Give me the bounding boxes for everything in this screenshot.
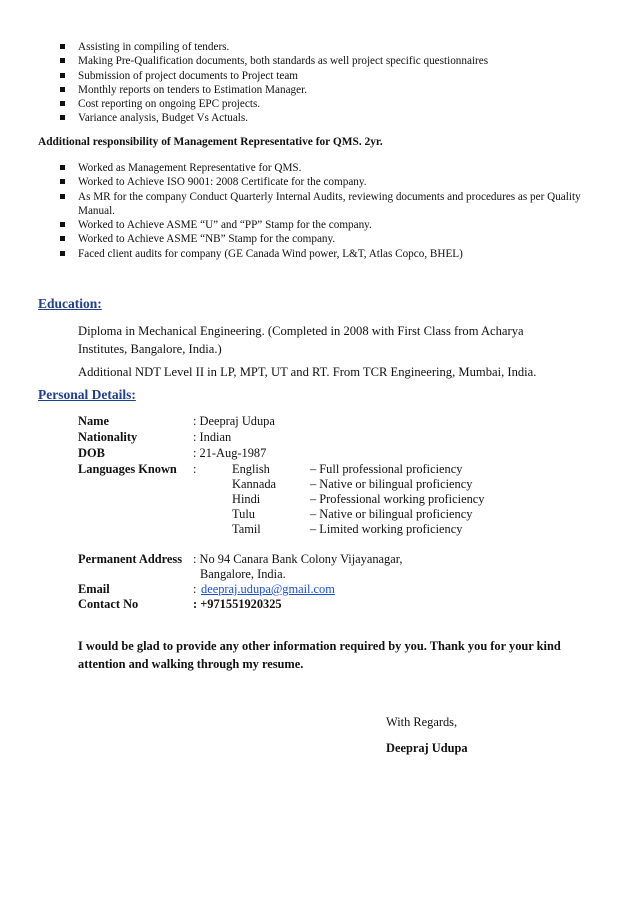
list-item: Submission of project documents to Project team [60, 69, 620, 83]
contact-label: Contact No [78, 597, 139, 611]
list-item: Worked as Management Representative for QMS. [60, 161, 605, 175]
education-heading: Education: [38, 296, 102, 311]
language-name: Kannada [232, 477, 277, 491]
mr-heading: Additional responsibility of Management Representative for QMS. 2yr. [38, 136, 383, 148]
languages-colon: : [193, 462, 197, 476]
address-line2: Bangalore, India. [200, 567, 286, 581]
name-value: : Deepraj Udupa [193, 414, 275, 428]
contact-value: : +971551920325 [193, 597, 282, 611]
list-item: Faced client audits for company (GE Canada Wind power, L&T, Atlas Copco, BHEL) [60, 247, 605, 261]
list-item: Assisting in compiling of tenders. [60, 40, 620, 54]
education-diploma: Diploma in Mechanical Engineering. (Completed in 2008 with First Class from Acharya Institutes, Bangalore, India.) [78, 324, 524, 356]
language-level: – Limited working proficiency [310, 522, 463, 536]
nationality-label: Nationality [78, 430, 138, 444]
list-item: Worked to Achieve ASME “U” and “PP” Stamp for the company. [60, 218, 605, 232]
list-item: Monthly reports on tenders to Estimation Manager. [60, 83, 620, 97]
address-label: Permanent Address [78, 552, 183, 566]
language-name: Tamil [232, 522, 261, 536]
dob-value: : 21-Aug-1987 [193, 446, 267, 460]
language-name: English [232, 462, 270, 476]
tender-bullet-list [60, 40, 620, 126]
email-link[interactable]: deepraj.udupa@gmail.com [201, 582, 335, 596]
language-level: – Native or bilingual proficiency [310, 477, 473, 491]
email-label: Email [78, 582, 110, 596]
language-level: – Professional working proficiency [310, 492, 485, 506]
list-item: Variance analysis, Budget Vs Actuals. [60, 111, 620, 125]
closing-paragraph: I would be glad to provide any other information required by you. Thank you for your kind attention and walking through my resume. [78, 639, 561, 671]
address-line1: : No 94 Canara Bank Colony Vijayanagar, [193, 552, 403, 566]
nationality-value: : Indian [193, 430, 232, 444]
languages-label: Languages Known [78, 462, 177, 476]
signature-name: Deepraj Udupa [386, 741, 468, 755]
dob-label: DOB [78, 446, 105, 460]
personal-details-heading: Personal Details: [38, 387, 136, 402]
regards: With Regards, [386, 715, 458, 729]
education-ndt: Additional NDT Level II in LP, MPT, UT and RT. From TCR Engineering, Mumbai, India. [78, 365, 537, 379]
list-item: Making Pre-Qualification documents, both standards as well project specific questionnaires [60, 54, 620, 68]
language-name: Hindi [232, 492, 261, 506]
language-level: – Full professional proficiency [310, 462, 463, 476]
list-item: Cost reporting on ongoing EPC projects. [60, 97, 620, 111]
mr-bullet-list [60, 161, 605, 261]
language-name: Tulu [232, 507, 255, 521]
list-item: As MR for the company Conduct Quarterly Internal Audits, reviewing documents and procedures as per Quality Manual. [60, 190, 605, 219]
language-level: – Native or bilingual proficiency [310, 507, 473, 521]
list-item: Worked to Achieve ASME “NB” Stamp for the company. [60, 232, 605, 246]
list-item: Worked to Achieve ISO 9001: 2008 Certificate for the company. [60, 175, 605, 189]
name-label: Name [78, 414, 109, 428]
email-colon: : [193, 582, 197, 596]
